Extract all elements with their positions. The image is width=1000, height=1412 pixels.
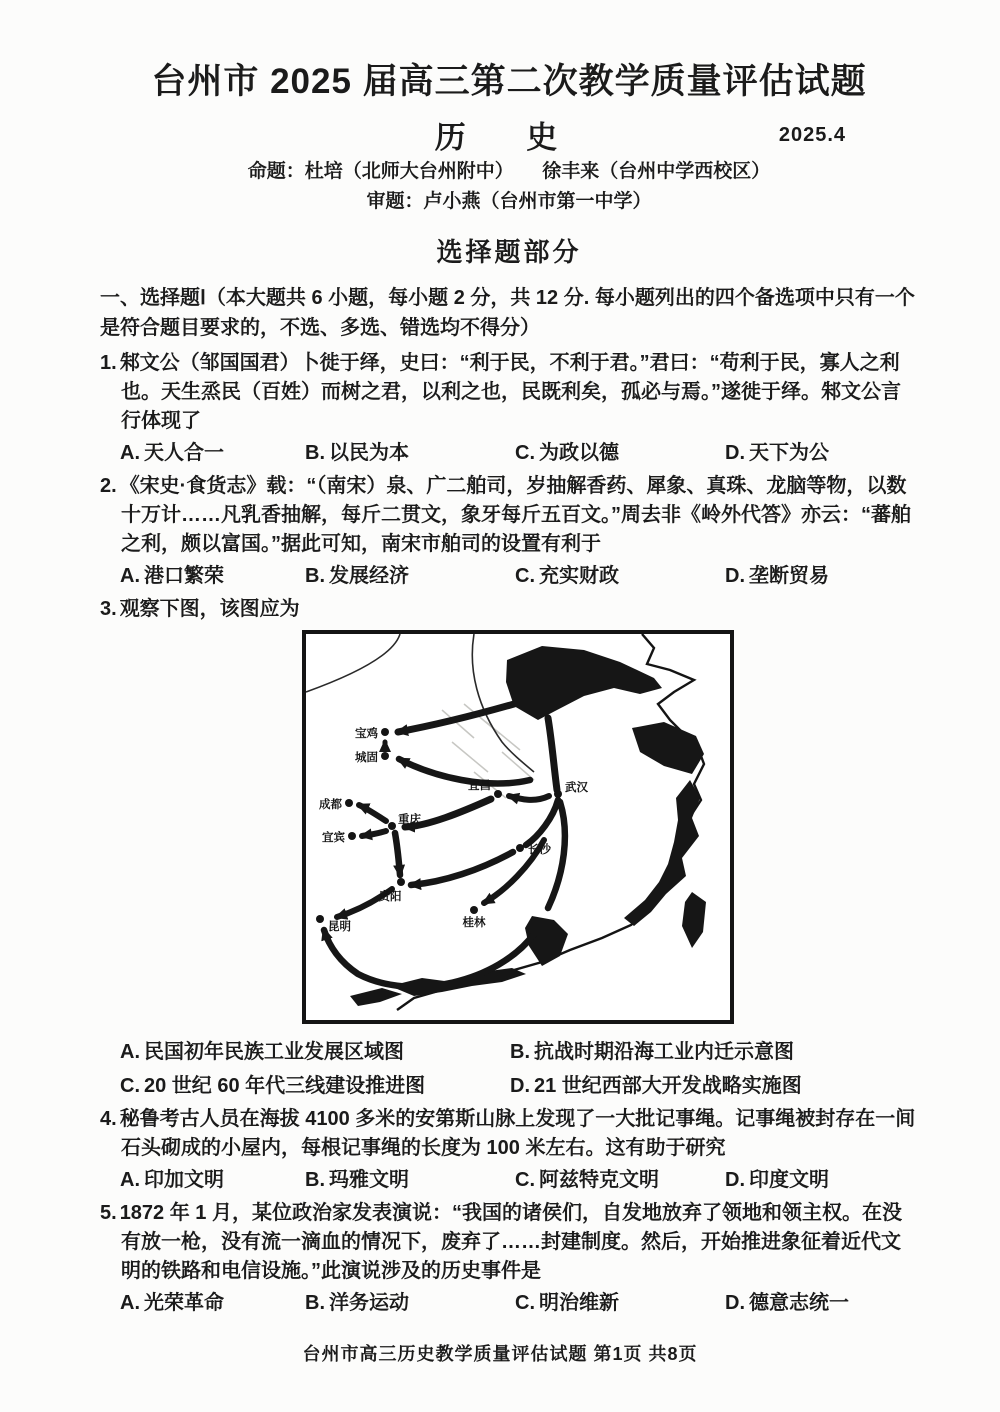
reviewer-line: 审题：卢小燕（台州市第一中学） <box>366 191 652 212</box>
svg-text:宜宾: 宜宾 <box>322 832 345 844</box>
question-2-stem <box>100 472 918 559</box>
subject-row <box>100 112 918 156</box>
question-5-stem <box>100 1199 918 1286</box>
question-5 <box>100 1199 918 1318</box>
question-3-option-d: D. 21 世纪西部大开发战略实施图 <box>510 1075 802 1097</box>
svg-text:城固: 城固 <box>355 752 378 764</box>
question-1-stem <box>100 349 918 436</box>
question-4-option-a: A. 印加文明 <box>120 1169 224 1191</box>
question-2-number: 2. <box>100 475 117 497</box>
question-4-options <box>100 1165 918 1195</box>
svg-text:贵阳: 贵阳 <box>378 891 402 903</box>
question-1-options <box>100 438 918 468</box>
exam-date: 2025.4 <box>778 124 846 146</box>
question-3-number: 3. <box>100 598 117 620</box>
svg-text:昆明: 昆明 <box>328 921 351 933</box>
question-2-option-b: B. 发展经济 <box>305 565 409 587</box>
svg-text:桂林: 桂林 <box>462 917 486 929</box>
question-1-stem-text: 邾文公（邹国国君）卜徙于绎，史曰：“利于民，不利于君。”君曰：“苟利于民，寡人之利也。天生烝民（百姓）而树之君，以利之也，民既利矣，孤必与焉。”遂徙于绎。邾文公言行体现了 <box>119 352 901 432</box>
svg-text:武汉: 武汉 <box>565 782 588 794</box>
question-5-options <box>100 1288 918 1318</box>
question-2-option-d: D. 垄断贸易 <box>725 565 829 587</box>
exam-title: 台州市 2025 届高三第二次教学质量评估试题 <box>151 62 867 101</box>
question-4 <box>100 1105 918 1195</box>
question-4-option-c: C. 阿兹特克文明 <box>515 1169 659 1191</box>
question-1-number: 1. <box>100 352 117 374</box>
question-1-option-d: D. 天下为公 <box>725 442 829 464</box>
question-4-stem-text: 秘鲁考古人员在海拔 4100 多米的安第斯山脉上发现了一大批记事绳。记事绳被封存在一间石头砌成的小屋内，每根记事绳的长度为 100 米左右。这有助于研究 <box>119 1108 916 1159</box>
question-3 <box>100 595 918 1101</box>
question-3-option-b: B. 抗战时期沿海工业内迁示意图 <box>510 1041 794 1063</box>
question-5-number: 5. <box>100 1202 117 1224</box>
question-4-option-b: B. 玛雅文明 <box>305 1169 409 1191</box>
subject-title: 历 史 <box>434 120 584 155</box>
svg-text:宝鸡: 宝鸡 <box>355 728 378 740</box>
question-2 <box>100 472 918 591</box>
relocation-map-svg <box>302 630 734 1024</box>
question-5-option-c: C. 明治维新 <box>515 1292 619 1314</box>
question-1-option-a: A. 天人合一 <box>120 442 224 464</box>
question-2-option-a: A. 港口繁荣 <box>120 565 224 587</box>
question-3-option-c: C. 20 世纪 60 年代三线建设推进图 <box>120 1075 426 1097</box>
question-2-option-c: C. 充实财政 <box>515 565 619 587</box>
question-3-options <box>100 1037 918 1101</box>
question-1-option-b: B. 以民为本 <box>305 442 409 464</box>
setters-line: 命题：杜培（北师大台州附中） 徐丰来（台州中学西校区） <box>247 161 771 182</box>
question-5-option-b: B. 洋务运动 <box>305 1292 409 1314</box>
question-4-number: 4. <box>100 1108 117 1130</box>
question-1 <box>100 349 918 468</box>
svg-text:成都: 成都 <box>319 799 342 811</box>
section-title: 选择题部分 <box>436 237 582 267</box>
page-footer: 台州市高三历史教学质量评估试题 第1页 共8页 <box>302 1344 698 1364</box>
question-3-option-a: A. 民国初年民族工业发展区域图 <box>120 1041 404 1063</box>
question-5-option-a: A. 光荣革命 <box>120 1292 224 1314</box>
question-2-stem-text: 《宋史·食货志》载：“（南宋）泉、广二舶司，岁抽解香药、犀象、真珠、龙脑等物，以数十万计……凡乳香抽解，每斤二贯文，象牙每斤五百文。”周去非《岭外代答》亦云：“蕃舶之利，颇以富国。”据此可知，南宋市舶司的设置有利于 <box>119 475 911 555</box>
question-5-stem-text: 1872 年 1 月，某位政治家发表演说：“我国的诸侯们，自发地放弃了领地和领主权。在没有放一枪，没有流一滴血的情况下，废弃了……封建制度。然后，开始推进象征着近代文明的铁路和电信设施。”此演说涉及的历史事件是 <box>119 1202 902 1282</box>
question-4-option-d: D. 印度文明 <box>725 1169 829 1191</box>
question-3-stem-text: 观察下图，该图应为 <box>119 598 300 620</box>
svg-text:长沙: 长沙 <box>528 844 551 856</box>
question-5-option-d: D. 德意志统一 <box>725 1292 849 1314</box>
question-3-stem <box>100 595 918 624</box>
question-3-map <box>302 630 734 1029</box>
question-4-stem <box>100 1105 918 1163</box>
svg-text:宜昌: 宜昌 <box>468 780 491 792</box>
svg-text:重庆: 重庆 <box>398 814 421 826</box>
question-2-options <box>100 561 918 591</box>
question-1-option-c: C. 为政以德 <box>515 442 619 464</box>
section-instructions: 一、选择题Ⅰ（本大题共 6 小题，每小题 2 分，共 12 分. 每小题列出的四个备选项中只有一个是符合题目要求的，不选、多选、错选均不得分） <box>100 287 915 339</box>
